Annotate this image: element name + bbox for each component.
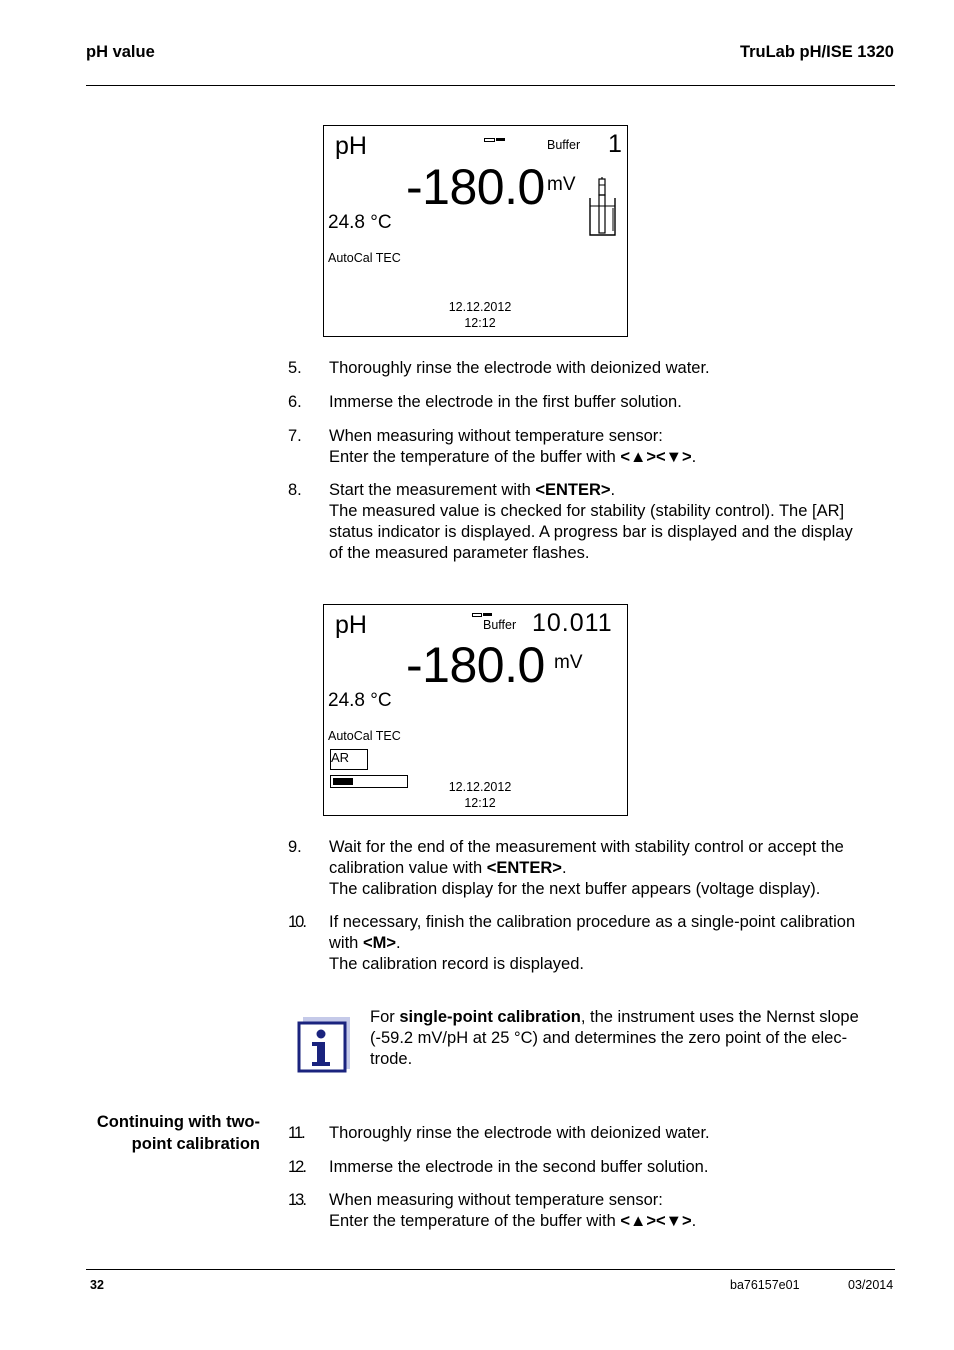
display-parameter: pH: [335, 611, 367, 639]
running-header-right: TruLab pH/ISE 1320: [739, 43, 894, 61]
key-arrows: <▲><▼>: [620, 1212, 692, 1230]
key-enter: <ENTER>: [535, 481, 611, 499]
display-parameter: pH: [335, 132, 367, 160]
value-unit: mV: [547, 174, 576, 195]
footer-rule: [86, 1269, 895, 1270]
temperature-value: 24.8 °C: [328, 690, 392, 711]
key-enter: <ENTER>: [486, 859, 562, 877]
calibration-mode: AutoCal TEC: [328, 729, 401, 743]
section-heading: Continuing with two- point calibration: [96, 1113, 260, 1153]
progress-bar: [330, 775, 408, 788]
buffer-value: 10.011: [532, 609, 613, 637]
note-bold-term: single-point calibration: [399, 1008, 581, 1026]
stability-indicator-icon: [484, 138, 495, 142]
calibration-mode: AutoCal TEC: [328, 251, 401, 265]
stability-indicator-icon: [496, 138, 505, 141]
info-note: For single-point calibration, the instrument uses the Nernst slope (-59.2 mV/pH at 25 °C) and determines the zero point of the elec- trode.: [370, 1008, 859, 1068]
page-number: 32: [90, 1278, 104, 1292]
header-rule: [86, 85, 895, 86]
buffer-number: 1: [608, 130, 622, 158]
display-time: 12:12: [464, 316, 496, 330]
display-date: 12.12.2012: [448, 300, 512, 314]
temperature-value: 24.8 °C: [328, 212, 392, 233]
key-arrows: <▲><▼>: [620, 448, 692, 466]
status-badge: AR: [330, 749, 368, 770]
value-unit: mV: [554, 652, 583, 673]
buffer-label: Buffer: [483, 618, 517, 632]
key-m: <M>: [362, 934, 396, 952]
measured-value: -180.0: [406, 637, 545, 693]
info-icon: [297, 1015, 352, 1073]
stability-indicator-icon: [483, 613, 492, 616]
meter-display-2: [323, 604, 628, 816]
display-time: 12:12: [464, 796, 496, 810]
meter-display-1: [323, 125, 628, 337]
display-date: 12.12.2012: [448, 780, 512, 794]
electrode-beaker-icon: [587, 176, 619, 238]
progress-bar-fill: [333, 778, 353, 785]
buffer-label: Buffer: [547, 138, 581, 152]
running-header-left: pH value: [86, 43, 155, 61]
stability-indicator-icon: [472, 613, 482, 617]
document-number: ba76157e01: [730, 1278, 800, 1292]
document-date: 03/2014: [848, 1278, 894, 1292]
measured-value: -180.0: [406, 159, 545, 215]
